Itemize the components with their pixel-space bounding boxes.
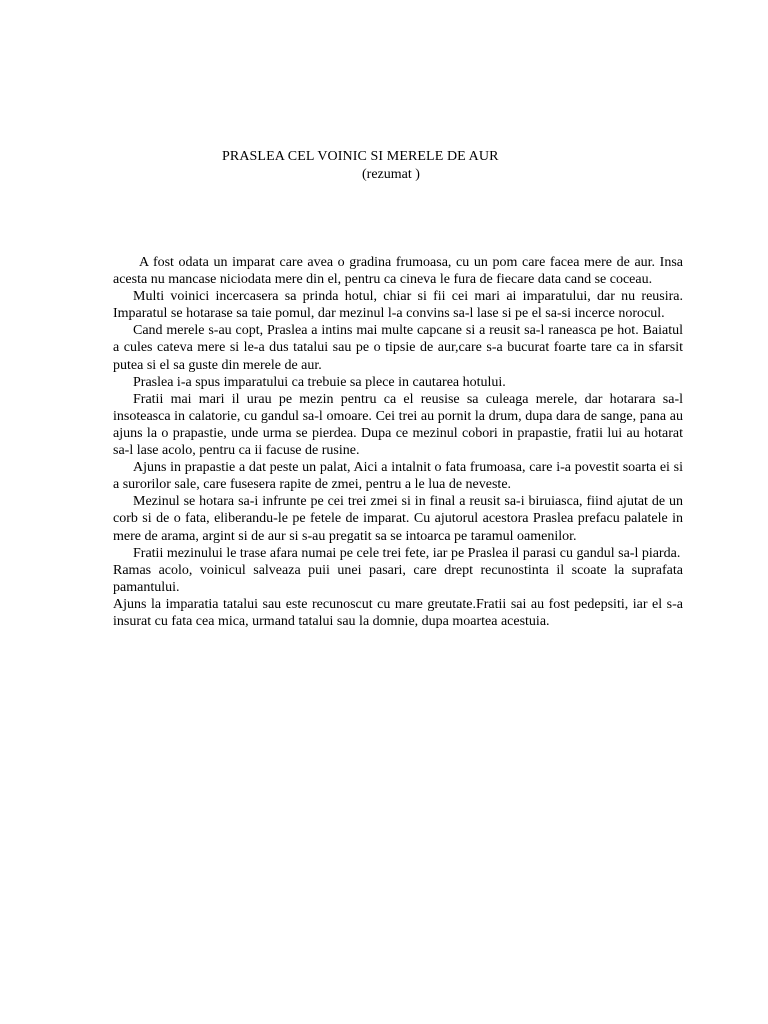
- paragraph-10: Ajuns la imparatia tatalui sau este recunoscut cu mare greutate.Fratii sai au fost pedepsiti, iar el s-a insurat cu fata cea mica, urmand tatalui sau la domnie, dupa moartea acestuia.: [113, 596, 683, 629]
- document-title: PRASLEA CEL VOINIC SI MERELE DE AUR: [222, 149, 499, 164]
- paragraph-4: Praslea i-a spus imparatului ca trebuie sa plece in cautarea hotului.: [133, 374, 506, 390]
- document-subtitle: (rezumat ): [362, 167, 420, 182]
- paragraph-9: Ramas acolo, voinicul salveaza puii unei pasari, care drept recunostinta il scoate la suprafata pamantului.: [113, 562, 683, 595]
- document-body: [113, 254, 683, 630]
- paragraph-2: Multi voinici incercasera sa prinda hotul, chiar si fii cei mari ai imparatului, dar nu reusira. Imparatul se hotarase sa taie pomul, dar mezinul l-a convins sa-l lase si pe el sa-si incerce norocul.: [113, 289, 683, 322]
- paragraph-7: Mezinul se hotara sa-i infrunte pe cei trei zmei si in final a reusit sa-i biruiasca, fiind ajutat de un corb si de o fata, eliberandu-le pe fetele de imparat. Cu ajutorul acestora Praslea prefacu palatele in mere de arama, argint si de aur si s-au pregatit sa se intoarca pe taramul oamenilor.: [113, 494, 683, 544]
- paragraph-3: Cand merele s-au copt, Praslea a intins mai multe capcane si a reusit sa-l raneasca pe hot. Baiatul a cules cateva mere si le-a dus tatalui sau pe o tipsie de aur,care s-a bucurat foarte tare ca in sfarsit putea si el sa guste din merele de aur.: [113, 323, 683, 373]
- paragraph-1: A fost odata un imparat care avea o gradina frumoasa, cu un pom care facea mere de aur. Insa acesta nu mancase niciodata mere din el, pentru ca cineva le fura de fiecare data cand se coceau.: [113, 255, 683, 288]
- paragraph-8: Fratii mezinului le trase afara numai pe cele trei fete, iar pe Praslea il parasi cu gandul sa-l piarda.: [133, 545, 681, 561]
- paragraph-6: Ajuns in prapastie a dat peste un palat, Aici a intalnit o fata frumoasa, care i-a povestit soarta ei si a surorilor sale, care fusesera rapite de zmei, pentru a le lua de neveste.: [113, 460, 683, 493]
- paragraph-5: Fratii mai mari il urau pe mezin pentru ca el reusise sa culeaga merele, dar hotarara sa-l insoteasca in calatorie, cu gandul sa-l omoare. Cei trei au pornit la drum, dupa dara de sange, pana au ajuns la o prapastie, unde urma se pierdea. Dupa ce mezinul cobori in prapastie, fratii lui au hotarat sa-l lase acolo, pentru ca ii facuse de rusine.: [113, 391, 683, 459]
